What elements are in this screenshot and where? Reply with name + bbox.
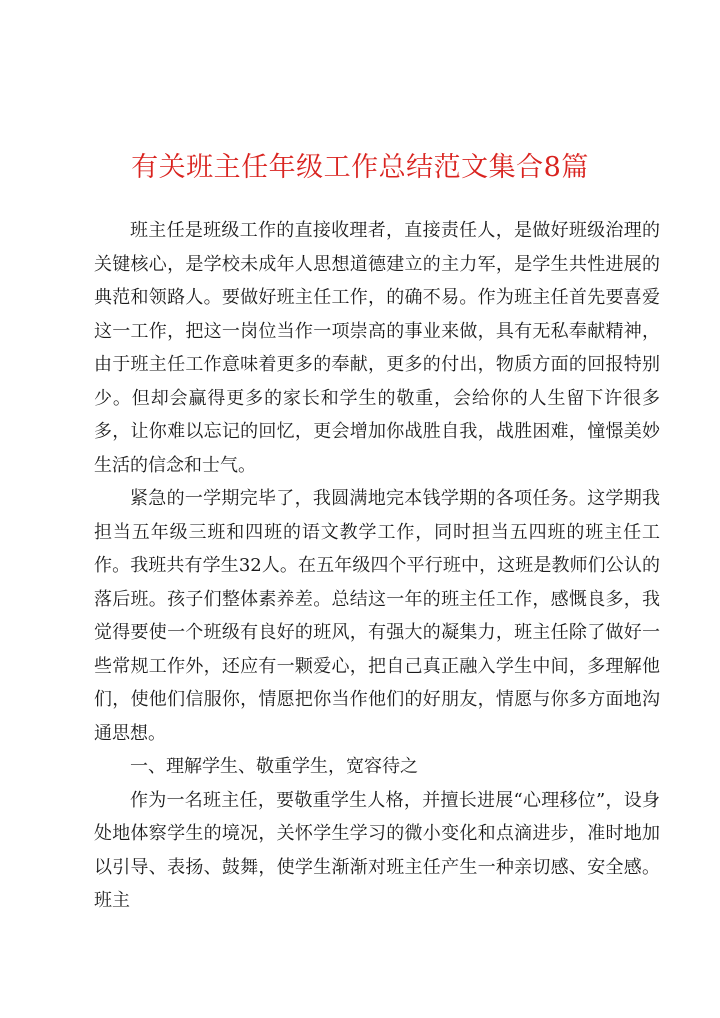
document-title: 有关班主任年级工作总结范文集合8篇: [131, 152, 589, 183]
document-body: [94, 214, 660, 918]
section-heading: 一、理解学生、敬重学生，宽容待之: [130, 756, 418, 777]
paragraph-semester-summary: 紧急的一学期完毕了，我圆满地完本钱学期的各项任务。这学期我担当五年级三班和四班的语文教学工作，同时担当五四班的班主任工作。我班共有学生32人。在五年级四个平行班中，这班是教师们公认的落后班。孩子们整体素养差。总结这一年的班主任工作，感慨良多，我觉得要使一个班级有良好的班风，有强大的凝集力，班主任除了做好一些常规工作外，还应有一颗爱心，把自己真正融入学生中间，多理解他们，使他们信服你，情愿把你当作他们的好朋友，情愿与你多方面地沟通思想。: [94, 488, 660, 744]
paragraph-intro: 班主任是班级工作的直接收理者，直接责任人，是做好班级治理的关键核心，是学校未成年人思想道德建立的主力军，是学生共性进展的典范和领路人。要做好班主任工作，的确不易。作为班主任首先要喜爱这一工作，把这一岗位当作一项崇高的事业来做，具有无私奉献精神，由于班主任工作意味着更多的奉献，更多的付出，物质方面的回报特别少。但却会赢得更多的家长和学生的敬重，会给你的人生留下许很多多，让你难以忘记的回忆，更会增加你战胜自我，战胜困难，憧憬美妙生活的信念和士气。: [94, 220, 660, 476]
paragraph-section-one: 作为一名班主任，要敬重学生人格，并擅长进展“心理移位”，设身处地体察学生的境况，关怀学生学习的微小变化和点滴进步，准时地加以引导、表扬、鼓舞，使学生渐渐对班主任产生一种亲切感、安全感。班主: [94, 789, 660, 911]
